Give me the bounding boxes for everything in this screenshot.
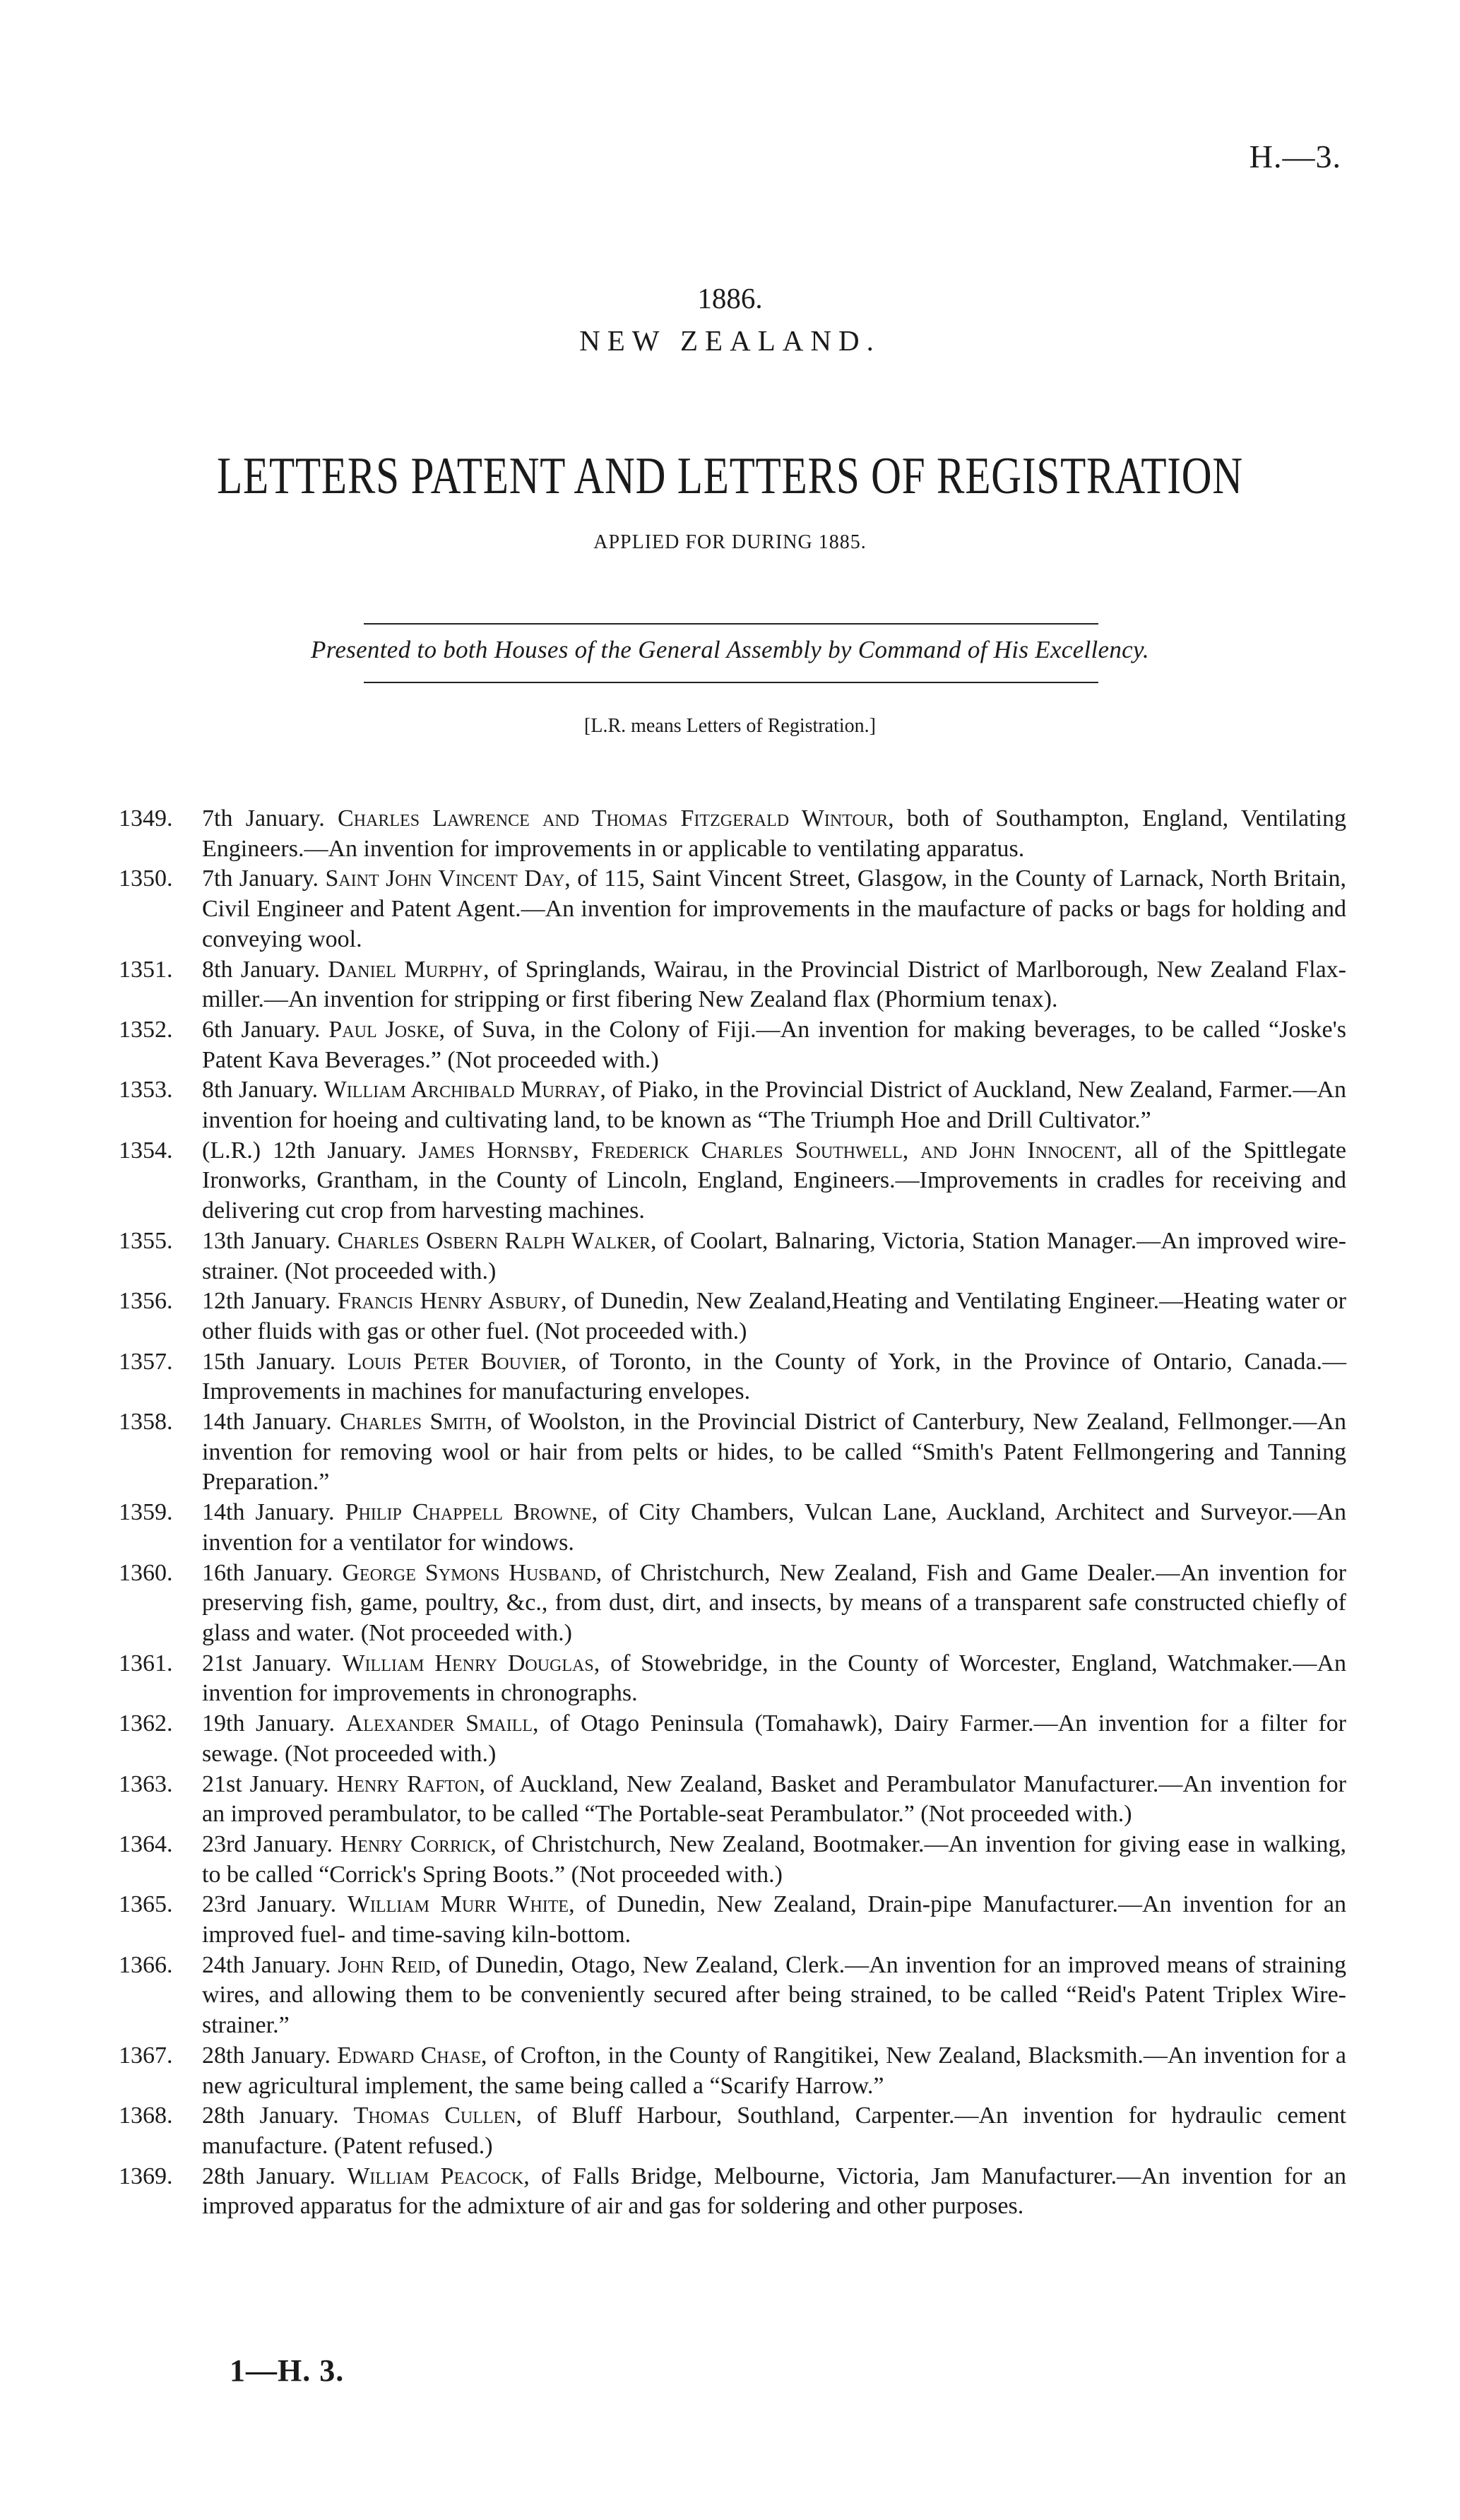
entry-number: 1351. bbox=[119, 956, 173, 983]
patent-entry bbox=[119, 955, 1346, 1015]
entry-description: , of Springlands, Wairau, in the Provincial District of Marlborough, New Zealand Flax-miller.—An invention for stripping or first fibering New Zealand flax (Phormium tenax). bbox=[202, 956, 1346, 1013]
entry-date: 15th January. bbox=[202, 1348, 348, 1375]
entry-applicant: Thomas Cullen bbox=[353, 2102, 516, 2129]
entry-date: 14th January. bbox=[202, 1409, 340, 1436]
entry-description: , of Auckland, New Zealand, Basket and Perambulator Manufacturer.—An invention for an improved perambulator, to be called “The Portable-seat Perambulator.” (Not proceeded with.) bbox=[202, 1770, 1346, 1828]
entry-number: 1353. bbox=[119, 1077, 173, 1104]
entry-description: , of Suva, in the Colony of Fiji.—An invention for making beverages, to be called “Joske's Patent Kava Beverages.” (Not proceeded with.) bbox=[202, 1016, 1347, 1073]
entry-applicant: William Peacock bbox=[347, 2163, 524, 2189]
entry-applicant: Daniel Murphy bbox=[328, 956, 484, 983]
entry-applicant: Philip Chappell Browne bbox=[345, 1499, 592, 1526]
entry-date: 28th January. bbox=[202, 2042, 338, 2069]
page-title: LETTERS PATENT AND LETTERS OF REGISTRATION bbox=[217, 447, 1243, 505]
entry-number: 1358. bbox=[119, 1409, 173, 1436]
patent-entry bbox=[119, 1407, 1346, 1498]
entry-description: , of Dunedin, New Zealand, Drain-pipe Manufacturer.—An invention for an improved fuel- and time-saving kiln-bottom. bbox=[202, 1891, 1346, 1948]
entry-date: 8th January. bbox=[202, 956, 328, 983]
patent-entry bbox=[119, 2162, 1346, 2222]
entry-description: , of Stowebridge, in the County of Worcester, England, Watchmaker.—An invention for improvements in chronographs. bbox=[202, 1650, 1346, 1707]
entry-applicant: Alexander Smaill bbox=[345, 1710, 533, 1737]
entry-description: , all of the Spittlegate Ironworks, Grantham, in the County of Lincoln, England, Engineers.—Improvements in cradles for receiving and delivering cut crop from harvesting machines. bbox=[202, 1137, 1346, 1224]
patent-entry bbox=[119, 1649, 1346, 1709]
page-subtitle: APPLIED FOR DURING 1885. bbox=[593, 531, 867, 553]
entry-number: 1357. bbox=[119, 1348, 173, 1375]
patent-entry bbox=[119, 1286, 1346, 1347]
entry-number: 1355. bbox=[119, 1227, 173, 1254]
entry-applicant: William Archibald Murray bbox=[324, 1077, 600, 1104]
entry-number: 1369. bbox=[119, 2163, 173, 2189]
entry-description: , of Falls Bridge, Melbourne, Victoria, Jam Manufacturer.—An invention for an improved apparatus for the admixture of air and gas for soldering and other purposes. bbox=[202, 2163, 1346, 2220]
entry-number: 1354. bbox=[119, 1137, 173, 1164]
bottom-rule bbox=[364, 682, 1098, 683]
patent-entry bbox=[119, 1709, 1346, 1769]
patent-entry bbox=[119, 1830, 1346, 1890]
entry-applicant: John Reid bbox=[338, 1951, 436, 1978]
entry-description: , of Piako, in the Provincial District of Auckland, New Zealand, Farmer.—An invention for hoeing and cultivating land, to be known as “The Triumph Hoe and Drill Cultivator.” bbox=[202, 1077, 1346, 1134]
entry-number: 1366. bbox=[119, 1951, 173, 1978]
document-year: 1886. bbox=[697, 282, 763, 314]
entry-date: 7th January. bbox=[202, 865, 326, 892]
entry-date: 24th January. bbox=[202, 1951, 338, 1978]
entry-number: 1350. bbox=[119, 865, 173, 892]
presented-line: Presented to both Houses of the General Assembly by Command of His Excellency. bbox=[311, 636, 1149, 663]
entry-applicant: Henry Corrick bbox=[340, 1830, 491, 1857]
entry-description: , of Coolart, Balnaring, Victoria, Station Manager.—An improved wire-strainer. (Not proceeded with.) bbox=[202, 1227, 1346, 1284]
entry-applicant: Francis Henry Asbury bbox=[337, 1288, 562, 1315]
entry-number: 1362. bbox=[119, 1710, 173, 1737]
entry-applicant: Charles Smith bbox=[340, 1409, 487, 1436]
entry-number: 1363. bbox=[119, 1770, 173, 1797]
entry-applicant: Saint John Vincent Day bbox=[325, 865, 565, 892]
patent-entry bbox=[119, 1136, 1346, 1226]
entry-applicant: George Symons Husband bbox=[342, 1559, 596, 1586]
entry-description: , of Christchurch, New Zealand, Fish and Game Dealer.—An invention for preserving fish, game, poultry, &c., from dust, dirt, and insects, by means of a transparent safe constructed chiefly of glass and water. (Not proceeded with.) bbox=[202, 1559, 1346, 1646]
entry-date: 13th January. bbox=[202, 1227, 338, 1254]
patent-entry bbox=[119, 1558, 1346, 1649]
entry-number: 1352. bbox=[119, 1016, 173, 1043]
entry-date: (L.R.) 12th January. bbox=[202, 1137, 419, 1164]
patent-entry bbox=[119, 1890, 1346, 1950]
entry-description: , of Bluff Harbour, Southland, Carpenter.—An invention for hydraulic cement manufacture. (Patent refused.) bbox=[202, 2102, 1346, 2159]
entry-description: , of Christchurch, New Zealand, Bootmaker.—An invention for giving ease in walking, to be called “Corrick's Spring Boots.” (Not proceeded with.) bbox=[202, 1830, 1347, 1888]
footer-signature: 1—H. 3. bbox=[230, 2353, 345, 2388]
entry-applicant: Henry Rafton bbox=[336, 1770, 480, 1797]
entry-date: 12th January. bbox=[202, 1288, 338, 1315]
patent-entry bbox=[119, 1226, 1346, 1286]
entry-description: , both of Southampton, England, Ventilating Engineers.—An invention for improvements in or applicable to ventilating apparatus. bbox=[202, 805, 1346, 862]
entry-description: , of Woolston, in the Provincial District of Canterbury, New Zealand, Fellmonger.—An invention for removing wool or hair from pelts or hides, to be called “Smith's Patent Fellmongering and Tanning Preparation.” bbox=[202, 1409, 1346, 1496]
entry-description: , of City Chambers, Vulcan Lane, Auckland, Architect and Surveyor.—An invention for a ventilator for windows. bbox=[202, 1499, 1346, 1556]
registration-note: [L.R. means Letters of Registration.] bbox=[584, 715, 876, 737]
entry-date: 21st January. bbox=[202, 1770, 337, 1797]
entry-description: , of Crofton, in the County of Rangitikei, New Zealand, Blacksmith.—An invention for a new agricultural implement, the same being called a “Scarify Harrow.” bbox=[202, 2042, 1346, 2099]
entry-number: 1368. bbox=[119, 2102, 173, 2129]
entry-date: 23rd January. bbox=[202, 1891, 348, 1918]
patent-entry bbox=[119, 1347, 1346, 1407]
entry-applicant: Charles Osbern Ralph Walker bbox=[337, 1227, 651, 1254]
entry-applicant: Louis Peter Bouvier bbox=[347, 1348, 561, 1375]
entry-number: 1349. bbox=[119, 805, 173, 832]
entry-number: 1367. bbox=[119, 2042, 173, 2069]
entry-applicant: Edward Chase bbox=[337, 2042, 481, 2069]
patent-entry bbox=[119, 2041, 1346, 2101]
entry-date: 19th January. bbox=[202, 1710, 346, 1737]
entry-date: 21st January. bbox=[202, 1650, 343, 1676]
entry-applicant: William Henry Douglas bbox=[342, 1650, 594, 1676]
patent-entry bbox=[119, 1498, 1346, 1558]
entry-date: 23rd January. bbox=[202, 1830, 340, 1857]
patent-entry bbox=[119, 1015, 1346, 1075]
entry-description: , of 115, Saint Vincent Street, Glasgow, in the County of Larnack, North Britain, Civil Engineer and Patent Agent.—An invention for improvements in the maufacture of packs or bags for holding and conveying wool. bbox=[202, 865, 1346, 952]
entry-description: , of Dunedin, New Zealand,Heating and Ventilating Engineer.—Heating water or other fluids with gas or other fuel. (Not proceeded with.) bbox=[202, 1288, 1346, 1344]
patent-entry bbox=[119, 1770, 1346, 1830]
patent-entry bbox=[119, 864, 1346, 954]
entry-date: 28th January. bbox=[202, 2163, 348, 2189]
entry-number: 1365. bbox=[119, 1891, 173, 1918]
patent-entry bbox=[119, 1075, 1346, 1135]
page-reference: H.—3. bbox=[1249, 138, 1341, 174]
entry-applicant: Paul Joske bbox=[328, 1016, 439, 1043]
entry-number: 1364. bbox=[119, 1830, 173, 1857]
entry-date: 28th January. bbox=[202, 2102, 354, 2129]
entry-number: 1360. bbox=[119, 1559, 173, 1586]
patent-entry bbox=[119, 2101, 1346, 2161]
entry-applicant: Charles Lawrence and Thomas Fitzgerald Wintour bbox=[338, 805, 889, 832]
entries-list bbox=[119, 804, 1346, 2222]
entry-number: 1361. bbox=[119, 1650, 173, 1676]
country-heading: NEW ZEALAND. bbox=[579, 324, 881, 357]
entry-description: , of Toronto, in the County of York, in the Province of Ontario, Canada.—Improvements in machines for manufacturing envelopes. bbox=[202, 1348, 1346, 1405]
entry-date: 8th January. bbox=[202, 1077, 324, 1104]
entry-description: , of Dunedin, Otago, New Zealand, Clerk.—An invention for an improved means of straining wires, and allowing them to be conveniently secured after being strained, to be called “Reid's Patent Triplex Wire-strainer.” bbox=[202, 1951, 1346, 2039]
patent-entry bbox=[119, 1951, 1346, 2041]
entry-date: 7th January. bbox=[202, 805, 338, 832]
patent-entry bbox=[119, 804, 1346, 864]
entry-applicant: William Murr White bbox=[347, 1891, 569, 1918]
entry-number: 1359. bbox=[119, 1499, 173, 1526]
entry-date: 14th January. bbox=[202, 1499, 345, 1526]
top-rule bbox=[364, 623, 1098, 625]
entry-applicant: James Hornsby, Frederick Charles Southwell, and John Innocent bbox=[418, 1137, 1117, 1164]
entry-description: , of Otago Peninsula (Tomahawk), Dairy Farmer.—An invention for a filter for sewage. (Not proceeded with.) bbox=[202, 1710, 1346, 1767]
entry-date: 6th January. bbox=[202, 1016, 329, 1043]
entry-date: 16th January. bbox=[202, 1559, 343, 1586]
entry-number: 1356. bbox=[119, 1288, 173, 1315]
